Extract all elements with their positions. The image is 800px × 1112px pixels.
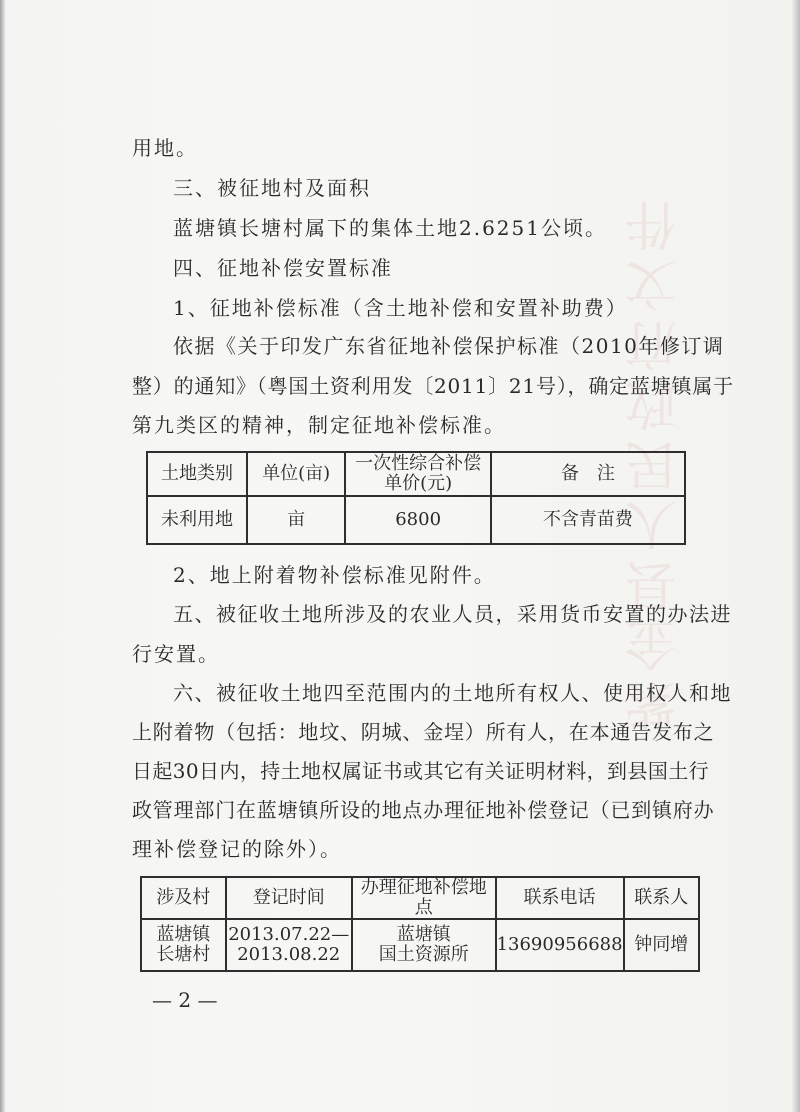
header-phone: 联系电话	[496, 877, 624, 919]
cell-time-end: 2013.08.22	[237, 944, 341, 965]
cell-registration-time	[226, 919, 352, 971]
paragraph-line: 上附着物（包括：地坟、阴城、金埕）所有人，在本通告发布之	[132, 720, 715, 744]
page-number: — 2 —	[152, 988, 218, 1012]
page-edge-right	[792, 0, 800, 1112]
header-contact: 联系人	[624, 877, 699, 919]
header-registration-time: 登记时间	[226, 877, 352, 919]
header-land-type: 土地类别	[147, 452, 247, 496]
header-village: 涉及村	[141, 877, 226, 919]
page-edge-left	[0, 0, 5, 1112]
table-header-row	[147, 452, 685, 496]
header-unit-price-line2: 单价(元)	[384, 473, 453, 494]
paragraph-line: 行安置。	[132, 642, 220, 666]
cell-registration-place	[352, 919, 496, 971]
section-heading-3: 三、被征地村及面积	[173, 176, 371, 200]
table-row	[141, 919, 699, 971]
header-unit-price	[345, 452, 491, 496]
section-heading-6: 六、被征收土地四至范围内的土地所有权人、使用权人和地	[173, 681, 732, 705]
cell-remark: 不含青苗费	[491, 496, 685, 544]
subsection-heading-1: 1、征地补偿标准（含土地补偿和安置补助费）	[173, 296, 628, 320]
header-unit: 单位(亩)	[247, 452, 345, 496]
compensation-standard-table	[146, 451, 686, 545]
header-registration-place: 办理征地补偿地点	[352, 877, 496, 919]
cell-time-start: 2013.07.22—	[228, 924, 350, 945]
paragraph-line: 第九类区的精神，制定征地补偿标准。	[132, 413, 506, 437]
table-row	[147, 496, 685, 544]
cell-phone: 13690956688	[496, 919, 624, 971]
paragraph-line: 蓝塘镇长塘村属下的集体土地2.6251公顷。	[173, 216, 607, 240]
cell-land-type: 未利用地	[147, 496, 247, 544]
cell-unit-price: 6800	[345, 496, 491, 544]
section-heading-4: 四、征地补偿安置标准	[173, 256, 393, 280]
paragraph-line: 依据《关于印发广东省征地补偿保护标准（2010年修订调	[173, 334, 725, 358]
paragraph-line: 用地。	[132, 136, 198, 160]
paragraph-line: 理补偿登记的除外）。	[132, 837, 342, 861]
section-heading-5: 五、被征收土地所涉及的农业人员，采用货币安置的办法进	[173, 602, 732, 626]
table-header-row	[141, 877, 699, 919]
cell-village	[141, 919, 226, 971]
cell-place-line1: 蓝塘镇	[396, 924, 451, 945]
paragraph-line: 整）的通知》（粤国土资利用发〔2011〕21号），确定蓝塘镇属于	[132, 374, 734, 398]
cell-contact: 钟同增	[624, 919, 699, 971]
subsection-heading-2: 2、地上附着物补偿标准见附件。	[173, 563, 496, 587]
header-remark: 备 注	[491, 452, 685, 496]
show-through-title: 紫金县人民政府文件	[626, 192, 686, 732]
registration-table	[140, 876, 700, 972]
paragraph-line: 政管理部门在蓝塘镇所设的地点办理征地补偿登记（已到镇府办	[132, 798, 715, 822]
header-unit-price-line1: 一次性综合补偿	[355, 453, 482, 474]
cell-unit: 亩	[247, 496, 345, 544]
cell-village-line1: 蓝塘镇	[156, 924, 211, 945]
cell-place-line2: 国土资源所	[378, 944, 469, 965]
paragraph-line: 日起30日内，持土地权属证书或其它有关证明材料，到县国土行	[132, 759, 710, 783]
cell-village-line2: 长塘村	[156, 944, 211, 965]
